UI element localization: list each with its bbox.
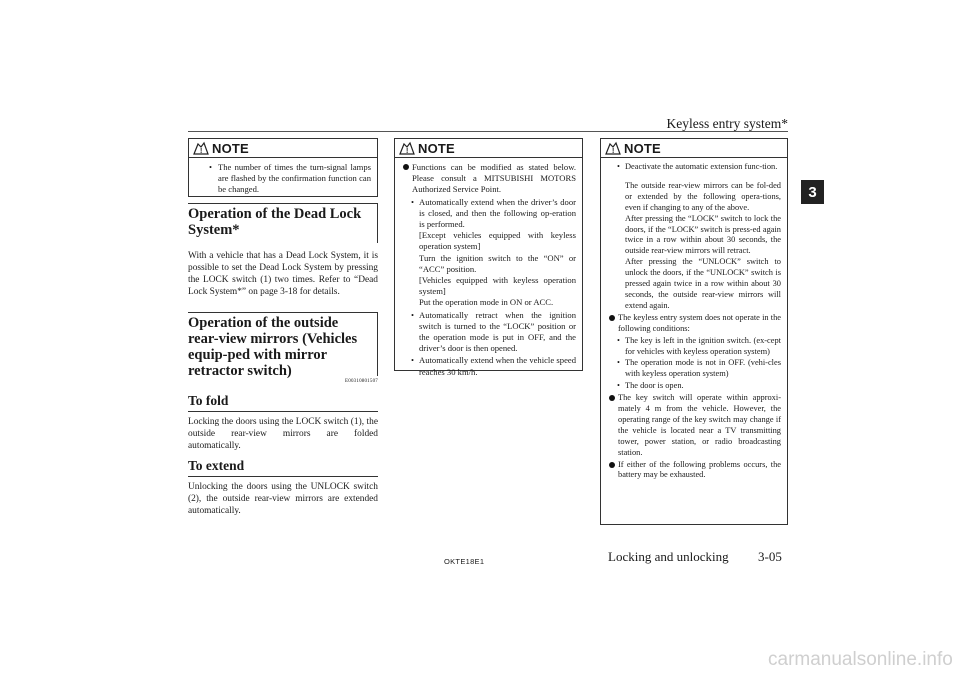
- sub-item-text: Turn the ignition switch to the “ON” or “ACC” position.: [419, 252, 576, 274]
- condition-text: The key is left in the ignition switch. (ex-cept for vehicles with keyless operation system): [625, 335, 781, 356]
- bullet-icon: •: [209, 162, 213, 172]
- footer-code: OKTE18E1: [444, 557, 485, 566]
- section-code: E00310801507: [345, 379, 378, 384]
- list-item: [411, 310, 576, 355]
- note-header: [601, 139, 787, 158]
- sub-item-text: Automatically extend when the vehicle speed reaches 30 km/h.: [419, 355, 576, 377]
- range-text: The key switch will operate within approxi-mately 4 m from the vehicle. However, the operating range of the key switch may change if the vehicle is located near a TV transmitting tower, power station, or radio broadcasting station.: [618, 393, 781, 457]
- extend-heading: To extend: [188, 458, 378, 477]
- sub-item-text: Automatically extend when the driver’s door is closed, and then the following op-eration is performed.: [419, 196, 576, 230]
- sub-item-text: [Except vehicles equipped with keyless operation system]: [419, 230, 576, 252]
- circle-bullet-icon: [609, 313, 615, 325]
- note-header: [395, 139, 582, 158]
- note-box-middle: [394, 138, 583, 377]
- list-item: [617, 336, 781, 358]
- condition-text: The door is open.: [625, 381, 684, 391]
- note-body: [601, 158, 787, 486]
- note-body: [189, 158, 377, 201]
- note-body: [395, 158, 582, 383]
- list-item: [209, 162, 371, 196]
- deactivate-text: Deactivate the automatic extension func-tion.: [625, 162, 778, 171]
- header-rule: [188, 131, 788, 132]
- fold-heading: To fold: [188, 393, 378, 412]
- note-intro-text: Functions can be modified as stated below. Please consult a MITSUBISHI MOTORS Authorized Service Point.: [412, 162, 576, 195]
- note-item-text: The number of times the turn-signal lamps are flashed by the confirmation function can be changed.: [218, 162, 371, 195]
- keyless-condition-intro: The keyless entry system does not operate in the following conditions:: [618, 312, 781, 333]
- circle-bullet-icon: [609, 460, 615, 472]
- note-box-right: [600, 138, 788, 525]
- bullet-icon: •: [411, 309, 415, 320]
- circle-bullet-icon: [609, 393, 615, 405]
- list-item: [617, 358, 781, 380]
- watermark: carmanualsonline.info: [768, 649, 953, 670]
- section-tab: 3: [801, 180, 824, 204]
- deactivate-detail: After pressing the “UNLOCK” switch to unlock the doors, if the “UNLOCK” switch is pressed again twice in a row within about 30 seconds, the outside rear-view mirrors will extend again.: [625, 257, 781, 310]
- dead-lock-heading: Operation of the Dead Lock System*: [188, 203, 378, 243]
- bullet-icon: •: [617, 335, 620, 345]
- deactivate-detail: The outside rear-view mirrors can be fol-ded or extended by the following opera-tions, even if changing to any of the above.: [625, 180, 781, 212]
- hand-warning-icon: [604, 141, 622, 156]
- condition-text: The operation mode is not in OFF. (vehi-cles with keyless operation system): [625, 358, 781, 379]
- list-item: [403, 162, 576, 196]
- sub-item-text: Automatically retract when the ignition switch is turned to the “LOCK” position or the operation mode is put in OFF, and the driver’s door is then opened.: [419, 309, 576, 354]
- deactivate-detail: After pressing the “LOCK” switch to lock the doors, if the “LOCK” switch is press-ed again twice in a row within about 30 seconds, the outside rear-view mirrors will retract.: [625, 213, 781, 256]
- note-label: NOTE: [418, 140, 455, 156]
- dead-lock-text: With a vehicle that has a Dead Lock System, it is possible to set the Dead Lock System by pressing the LOCK switch (1) two times. Refer to “Dead Lock System*” on page 3-18 for details.: [188, 251, 378, 297]
- note-header: [189, 139, 377, 158]
- fold-text: Locking the doors using the LOCK switch (1), the outside rear-view mirrors are folded automatically.: [188, 417, 378, 451]
- extend-text: Unlocking the doors using the UNLOCK switch (2), the outside rear-view mirrors are extended automatically.: [188, 482, 378, 516]
- sub-item-text: Put the operation mode in ON or ACC.: [419, 297, 554, 308]
- bullet-icon: •: [411, 355, 415, 366]
- bullet-icon: •: [617, 358, 620, 368]
- hand-warning-icon: [192, 141, 210, 156]
- list-item: [411, 355, 576, 377]
- list-item: [609, 313, 781, 335]
- list-item: [609, 393, 781, 458]
- list-item: [617, 162, 781, 312]
- hand-warning-icon: [398, 141, 416, 156]
- battery-text: If either of the following problems occurs, the battery may be exhausted.: [618, 459, 781, 480]
- mirrors-heading: Operation of the outside rear-view mirrors (Vehicles equip-ped with mirror retractor switch): [188, 312, 378, 376]
- list-item: [617, 381, 781, 392]
- note-box-left: [188, 138, 378, 197]
- list-item: [411, 197, 576, 309]
- footer-section: Locking and unlocking: [608, 549, 729, 564]
- bullet-icon: •: [411, 196, 415, 207]
- note-label: NOTE: [624, 140, 661, 156]
- running-header: Keyless entry system*: [666, 116, 788, 131]
- svg-text:!: !: [406, 147, 409, 155]
- bullet-icon: •: [617, 381, 620, 391]
- sub-item-text: [Vehicles equipped with keyless operation system]: [419, 275, 576, 297]
- list-item: [609, 460, 781, 482]
- page-number: 3-05: [758, 549, 782, 564]
- svg-text:!: !: [612, 147, 615, 155]
- bullet-icon: •: [617, 162, 620, 171]
- svg-text:!: !: [200, 147, 203, 155]
- circle-bullet-icon: [403, 162, 409, 173]
- note-label: NOTE: [212, 140, 249, 156]
